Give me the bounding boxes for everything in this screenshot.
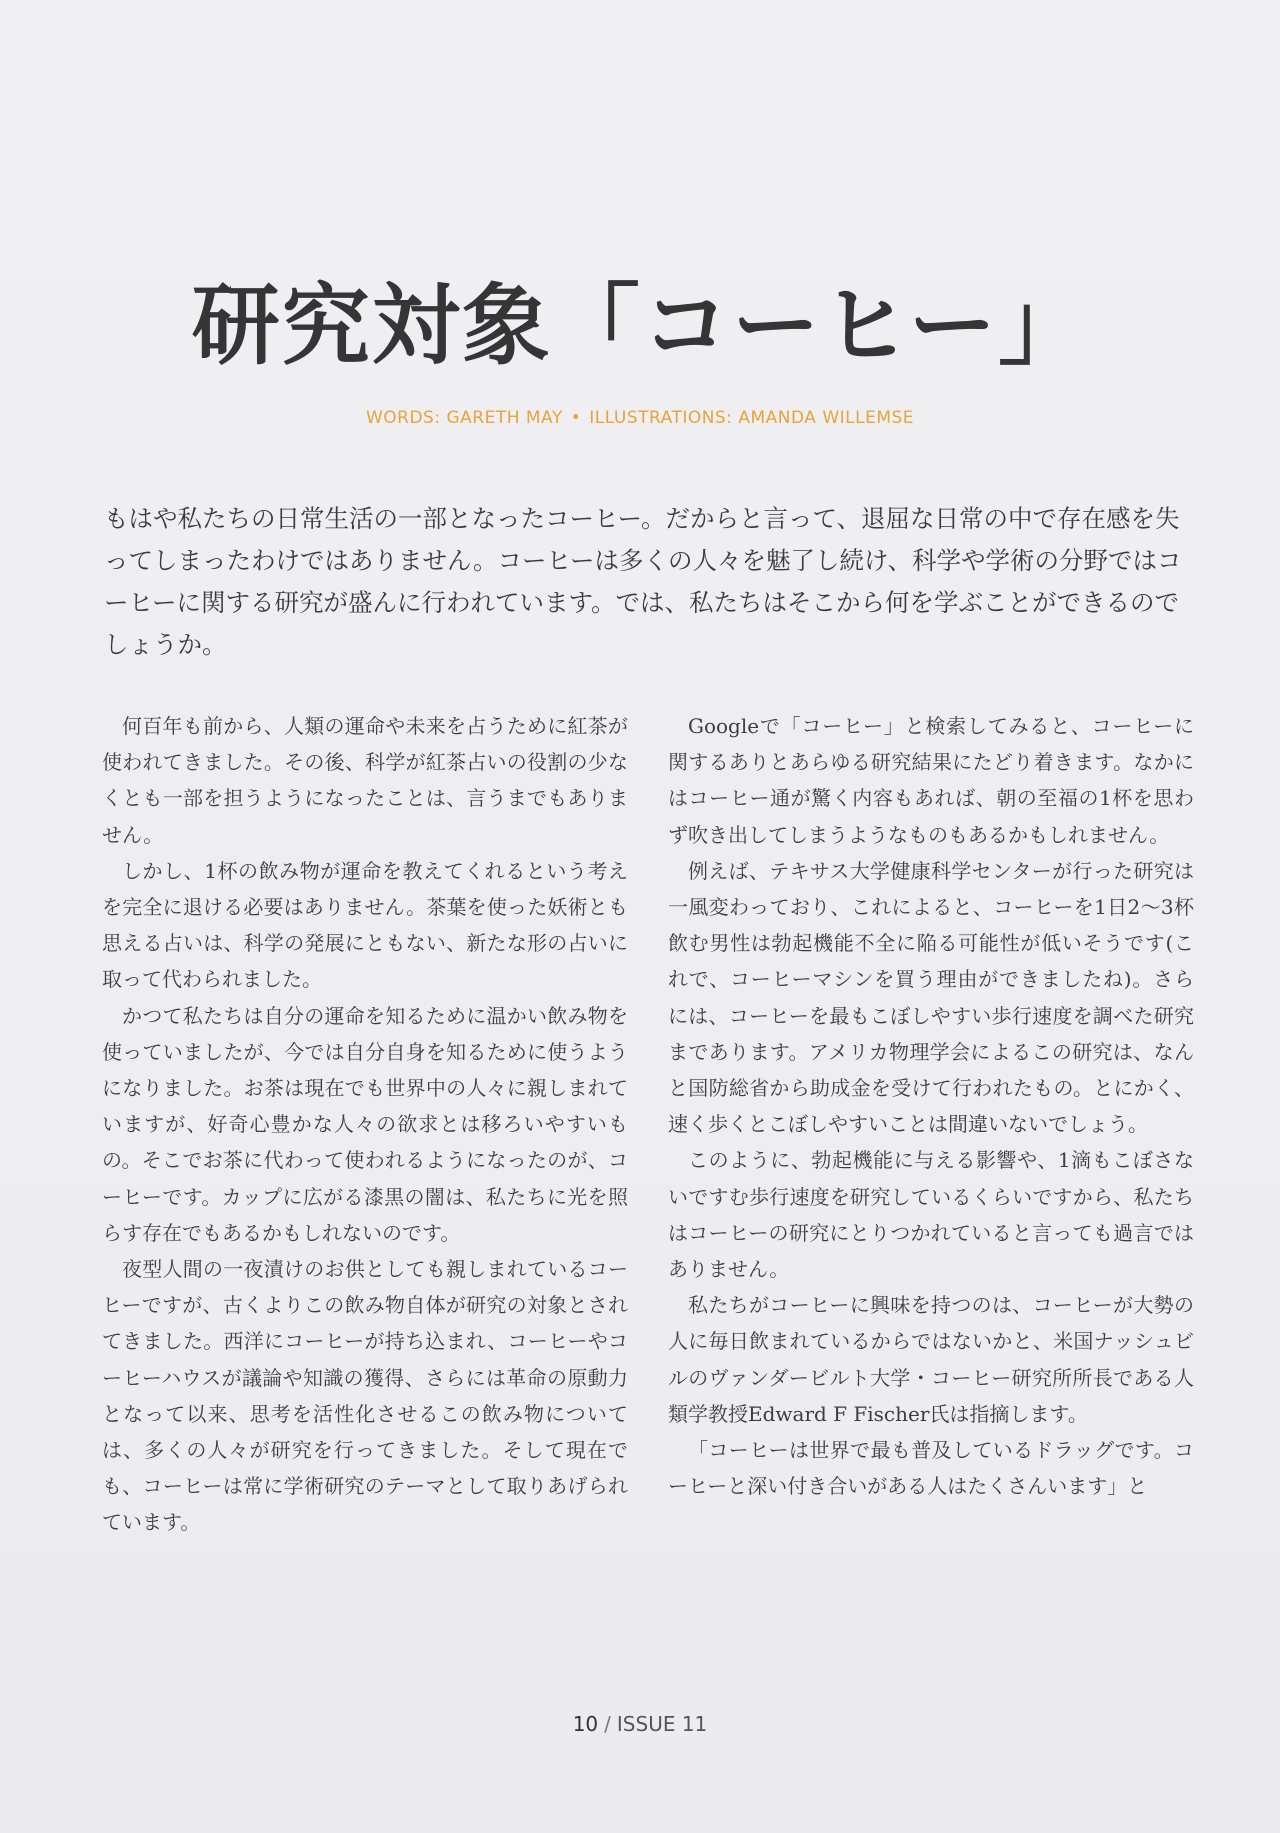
page-number: 10 <box>572 1712 599 1736</box>
issue-label: ISSUE 11 <box>616 1712 708 1736</box>
paragraph: 何百年も前から、人類の運命や未来を占うために紅茶が使われてきました。その後、科学が紅茶占いの役割の少なくとも一部を担うようになったことは、言うまでもありません。 <box>102 714 628 847</box>
byline-illustrations: ILLUSTRATIONS: AMANDA WILLEMSE <box>589 408 915 428</box>
paragraph: 「コーヒーは世界で最も普及しているドラッグです。コーヒーと深い付き合いがある人はたくさんいます」と <box>668 1438 1194 1499</box>
byline-separator: • <box>570 408 582 428</box>
paragraph: Googleで「コーヒー」と検索してみると、コーヒーに関するありとあらゆる研究結果にたどり着きます。なかにはコーヒー通が驚く内容もあれば、朝の至福の1杯を思わず吹き出してしまうようなものもあるかもしれません。 <box>668 714 1194 847</box>
body-column-left <box>102 708 628 1541</box>
paragraph: 例えば、テキサス大学健康科学センターが行った研究は一風変わっており、これによると、コーヒーを1日2〜3杯飲む男性は勃起機能不全に陥る可能性が低いそうです(これで、コーヒーマシンを買う理由ができましたね)。さらには、コーヒーを最もこぼしやすい歩行速度を調べた研究まであります。アメリカ物理学会によるこの研究は、なんと国防総省から助成金を受けて行われたもの。とにかく、速く歩くとこぼしやすいことは間違いないでしょう。 <box>668 858 1194 1137</box>
paragraph: かつて私たちは自分の運命を知るために温かい飲み物を使っていましたが、今では自分自身を知るために使うようになりました。お茶は現在でも世界中の人々に親しまれていますが、好奇心豊かな人々の欲求とは移ろいやすいもの。そこでお茶に代わって使われるようになったのが、コーヒーです。カップに広がる漆黒の闇は、私たちに光を照らす存在でもあるかもしれないのです。 <box>102 1003 628 1245</box>
lead-paragraph: もはや私たちの日常生活の一部となったコーヒー。だからと言って、退屈な日常の中で存在感を失ってしまったわけではありません。コーヒーは多くの人々を魅了し続け、科学や学術の分野ではコーヒーに関する研究が盛んに行われています。では、私たちはそこから何を学ぶことができるのでしょうか。 <box>104 504 1182 659</box>
article-title: 研究対象「コーヒー」 <box>191 272 1089 377</box>
byline-words: WORDS: GARETH MAY <box>365 408 563 428</box>
paragraph: しかし、1杯の飲み物が運命を教えてくれるという考えを完全に退ける必要はありません。茶葉を使った妖術とも思える占いは、科学の発展にともない、新たな形の占いに取って代わられました。 <box>102 858 628 992</box>
paragraph: 夜型人間の一夜漬けのお供としても親しまれているコーヒーですが、古くよりこの飲み物自体が研究の対象とされてきました。西洋にコーヒーが持ち込まれ、コーヒーやコーヒーハウスが議論や知識の獲得、さらには革命の原動力となって以来、思考を活性化させるこの飲み物については、多くの人々が研究を行ってきました。そして現在でも、コーヒーは常に学術研究のテーマとして取りあげられています。 <box>102 1257 628 1535</box>
footer-slash: / <box>604 1712 611 1736</box>
byline <box>0 408 1280 428</box>
body-column-right <box>668 708 1194 1504</box>
paragraph: このように、勃起機能に与える影響や、1滴もこぼさないですむ歩行速度を研究しているくらいですから、私たちはコーヒーの研究にとりつかれていると言っても過言ではありません。 <box>668 1148 1194 1282</box>
page-footer <box>0 1712 1280 1736</box>
paragraph: 私たちがコーヒーに興味を持つのは、コーヒーが大勢の人に毎日飲まれているからではないかと、米国ナッシュビルのヴァンダービルト大学・コーヒー研究所所長である人類学教授Edward F Fischer氏は指摘します。 <box>668 1293 1194 1426</box>
